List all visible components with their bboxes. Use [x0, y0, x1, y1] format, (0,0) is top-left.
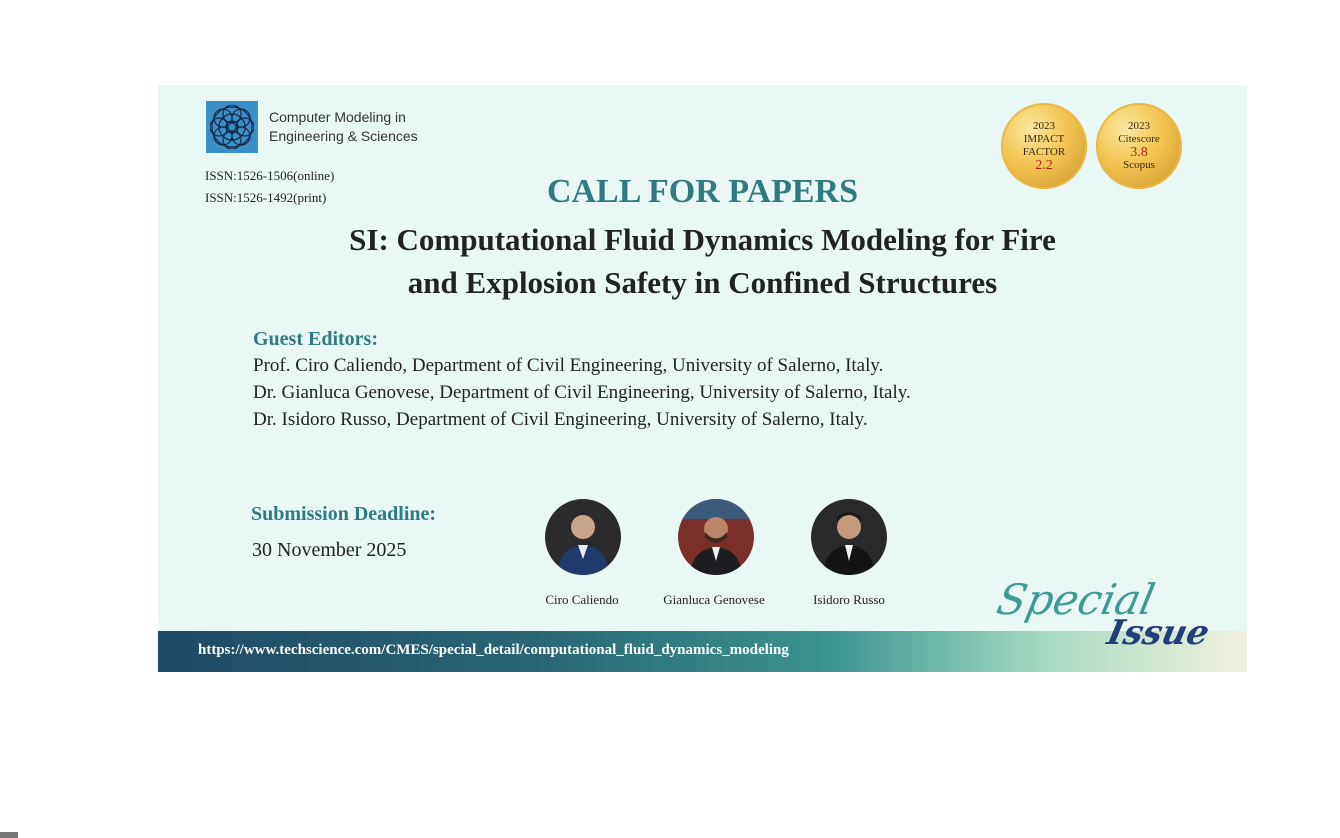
editor-photo	[545, 499, 621, 575]
editor-line	[253, 382, 911, 404]
editor-line	[253, 355, 883, 377]
title-line2: and Explosion Safety in Confined Structures	[407, 265, 998, 300]
impact-line2: FACTOR	[1022, 146, 1066, 158]
title-line1: SI: Computational Fluid Dynamics Modeling for Fire	[349, 222, 1056, 257]
special-issue-banner	[158, 85, 1247, 672]
editor-name: Prof. Ciro Caliendo	[253, 355, 403, 376]
citescore-line2: Scopus	[1123, 159, 1155, 171]
impact-line1: IMPACT	[1023, 133, 1065, 145]
editor-affiliation: , Department of Civil Engineering, University of Salerno, Italy.	[386, 409, 868, 430]
special-issue-title	[258, 218, 1147, 304]
editor-photo	[811, 499, 887, 575]
impact-value: 2.2	[1035, 158, 1053, 173]
issn-print: ISSN:1526-1492(print)	[205, 190, 327, 205]
editor-photo-caption: Isidoro Russo	[813, 592, 885, 607]
editor-photo-caption: Ciro Caliendo	[545, 592, 619, 607]
editor-photo-caption: Gianluca Genovese	[663, 592, 765, 607]
guest-editors-label: Guest Editors:	[253, 328, 378, 350]
submission-deadline-date: 30 November 2025	[252, 539, 407, 561]
citescore-line1: Citescore	[1118, 133, 1160, 145]
url-bar	[158, 631, 1247, 672]
special-issue-link[interactable]: https://www.techscience.com/CMES/special_detail/computational_fluid_dynamics_modeling	[198, 642, 789, 658]
citescore-value: 3.8	[1130, 145, 1148, 160]
issn-online: ISSN:1526-1506(online)	[205, 168, 335, 183]
editor-affiliation: , Department of Civil Engineering, University of Salerno, Italy.	[429, 382, 911, 403]
issue-word: Issue	[1103, 613, 1213, 653]
editor-name: Dr. Gianluca Genovese	[253, 382, 430, 403]
citescore-year: 2023	[1128, 120, 1150, 132]
journal-name-line1: Computer Modeling in	[269, 109, 406, 125]
journal-logo-icon	[206, 101, 258, 153]
impact-year: 2023	[1033, 120, 1055, 132]
call-for-papers-heading: CALL FOR PAPERS	[546, 173, 859, 210]
submission-deadline-label: Submission Deadline:	[251, 503, 437, 525]
editor-photo	[678, 499, 754, 575]
special-word: Special	[992, 575, 1160, 624]
editor-line	[253, 409, 868, 431]
editor-name: Dr. Isidoro Russo	[253, 409, 387, 430]
journal-logo-block	[206, 101, 418, 153]
corner-mark	[0, 832, 18, 838]
journal-name	[269, 108, 418, 146]
journal-name-line2: Engineering & Sciences	[269, 128, 418, 144]
editor-affiliation: , Department of Civil Engineering, University of Salerno, Italy.	[402, 355, 884, 376]
